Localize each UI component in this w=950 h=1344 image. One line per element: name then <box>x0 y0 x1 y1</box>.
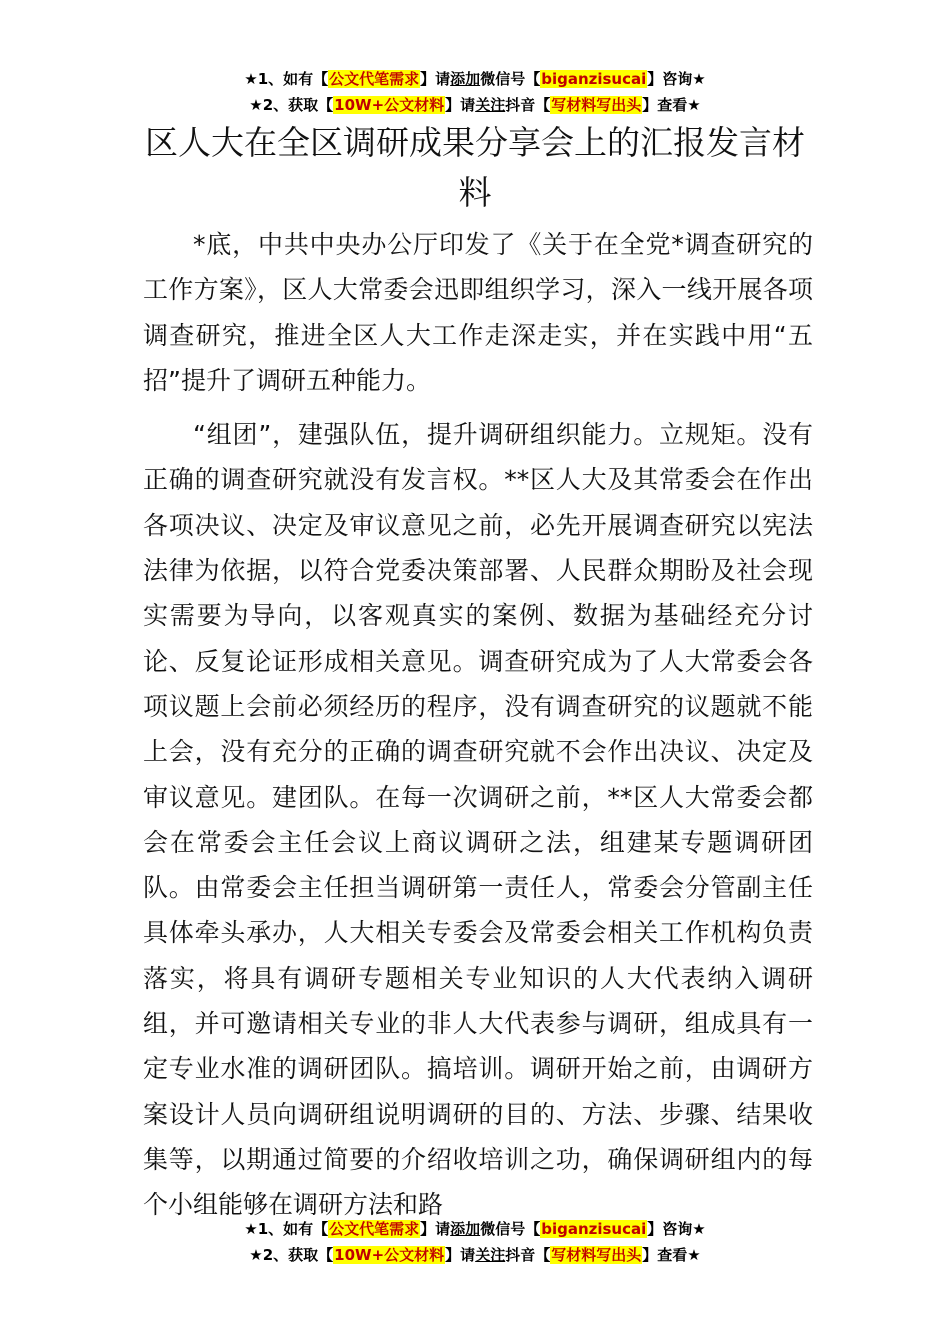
banner-line-1: ★1、如有【公文代笔需求】请添加微信号【biganzisucai】咨询★ <box>244 1220 706 1238</box>
document-title: 区人大在全区调研成果分享会上的汇报发言材料 <box>145 123 805 212</box>
star-icon: ★ <box>687 96 701 114</box>
header-banner <box>0 66 950 118</box>
star-icon: ★ <box>244 1220 258 1238</box>
star-icon: ★ <box>692 70 706 88</box>
footer-banner <box>0 1216 950 1268</box>
banner-line-2: ★2、获取【10W+公文材料】请关注抖音【写材料写出头】查看★ <box>249 96 701 114</box>
star-icon: ★ <box>249 96 263 114</box>
paragraph: *底，中共中央办公厅印发了《关于在全党*调查研究的工作方案》，区人大常委会迅即组织学习，深入一线开展各项调查研究，推进全区人大工作走深走实，并在实践中用“五招”提升了调研五种能力。 <box>143 230 813 395</box>
star-icon: ★ <box>249 1246 263 1264</box>
highlight-douyin: 写材料写出头 <box>551 1246 642 1264</box>
paragraph: “组团”，建强队伍，提升调研组织能力。立规矩。没有正确的调查研究就没有发言权。**区人大及其常委会在作出各项决议、决定及审议意见之前，必先开展调查研究以宪法法律为依据，以符合党委决策部署、人民群众期盼及社会现实需要为导向，以客观真实的案例、数据为基础经充分讨论、反复论证形成相关意见。调查研究成为了人大常委会各项议题上会前必须经历的程序，没有调查研究的议题就不能上会，没有充分的正确的调查研究就不会作出决议、决定及审议意见。建团队。在每一次调研之前，**区人大常委会都会在常委会主任会议上商议调研之法，组建某专题调研团队。由常委会主任担当调研第一责任人，常委会分管副主任具体牵头承办，人大相关专委会及常委会相关工作机构负责落实，将具有调研专题相关专业知识的人大代表纳入调研组，并可邀请相关专业的非人大代表参与调研，组成具有一定专业水准的调研团队。搞培训。调研开始之前，由调研方案设计人员向调研组说明调研的目的、方法、步骤、结果收集等，以期通过简要的介绍收培训之功，确保调研组内的每个小组能够在调研方法和路 <box>143 420 813 1220</box>
document-body <box>143 222 813 1228</box>
banner-line-1: ★1、如有【公文代笔需求】请添加微信号【biganzisucai】咨询★ <box>244 70 706 88</box>
star-icon: ★ <box>244 70 258 88</box>
highlight-materials: 10W+公文材料 <box>334 1246 445 1264</box>
highlight-wechat-id: biganzisucai <box>541 1220 647 1238</box>
highlight-service: 公文代笔需求 <box>329 1220 420 1238</box>
highlight-service: 公文代笔需求 <box>329 70 420 88</box>
highlight-douyin: 写材料写出头 <box>551 96 642 114</box>
star-icon: ★ <box>692 1220 706 1238</box>
highlight-wechat-id: biganzisucai <box>541 70 647 88</box>
highlight-materials: 10W+公文材料 <box>334 96 445 114</box>
banner-line-2: ★2、获取【10W+公文材料】请关注抖音【写材料写出头】查看★ <box>249 1246 701 1264</box>
star-icon: ★ <box>687 1246 701 1264</box>
